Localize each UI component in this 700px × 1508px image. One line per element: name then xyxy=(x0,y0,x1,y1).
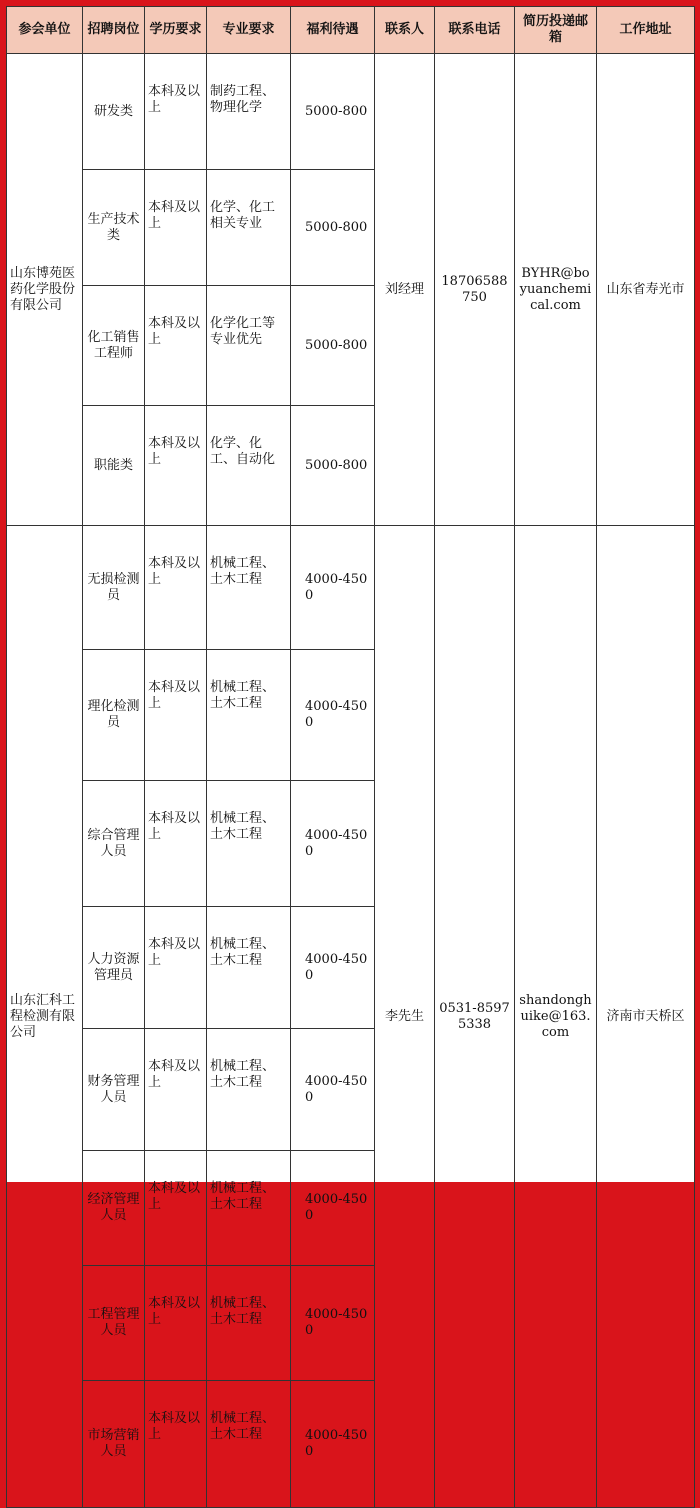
header-position: 招聘岗位 xyxy=(83,7,145,54)
major-requirement: 机械工程、土木工程 xyxy=(207,907,291,1029)
contact-phone: 0531-85975338 xyxy=(435,526,515,1508)
contact-person: 刘经理 xyxy=(375,54,435,526)
salary: 4000-4500 xyxy=(291,1029,375,1151)
education-requirement: 本科及以上 xyxy=(145,907,207,1029)
position-title: 研发类 xyxy=(83,54,145,170)
salary: 4000-4500 xyxy=(291,781,375,907)
salary: 4000-4500 xyxy=(291,650,375,781)
education-requirement: 本科及以上 xyxy=(145,170,207,286)
contact-person: 李先生 xyxy=(375,526,435,1508)
salary: 4000-4500 xyxy=(291,1266,375,1381)
position-title: 理化检测员 xyxy=(83,650,145,781)
recruitment-table xyxy=(6,6,695,1508)
major-requirement: 机械工程、土木工程 xyxy=(207,781,291,907)
work-address: 山东省寿光市 xyxy=(597,54,695,526)
company-name: 山东博苑医药化学股份有限公司 xyxy=(7,54,83,526)
salary: 5000-800 xyxy=(291,170,375,286)
salary: 4000-4500 xyxy=(291,526,375,650)
page-frame xyxy=(6,6,694,1459)
major-requirement: 化学化工等专业优先 xyxy=(207,286,291,406)
major-requirement: 机械工程、土木工程 xyxy=(207,1029,291,1151)
resume-email[interactable]: shandonghuike@163.com xyxy=(515,526,597,1508)
position-title: 综合管理人员 xyxy=(83,781,145,907)
education-requirement: 本科及以上 xyxy=(145,406,207,526)
education-requirement: 本科及以上 xyxy=(145,526,207,650)
contact-phone: 18706588750 xyxy=(435,54,515,526)
position-title: 人力资源管理员 xyxy=(83,907,145,1029)
major-requirement: 制药工程、物理化学 xyxy=(207,54,291,170)
table-row xyxy=(7,526,695,650)
header-contact: 联系人 xyxy=(375,7,435,54)
salary: 5000-800 xyxy=(291,54,375,170)
work-address: 济南市天桥区 xyxy=(597,526,695,1508)
header-address: 工作地址 xyxy=(597,7,695,54)
major-requirement: 化学、化工相关专业 xyxy=(207,170,291,286)
major-requirement: 机械工程、土木工程 xyxy=(207,650,291,781)
position-title: 工程管理人员 xyxy=(83,1266,145,1381)
education-requirement: 本科及以上 xyxy=(145,54,207,170)
position-title: 市场营销人员 xyxy=(83,1381,145,1508)
position-title: 经济管理人员 xyxy=(83,1151,145,1266)
position-title: 生产技术类 xyxy=(83,170,145,286)
education-requirement: 本科及以上 xyxy=(145,1266,207,1381)
header-phone: 联系电话 xyxy=(435,7,515,54)
header-company: 参会单位 xyxy=(7,7,83,54)
salary: 5000-800 xyxy=(291,286,375,406)
header-major: 专业要求 xyxy=(207,7,291,54)
salary: 4000-4500 xyxy=(291,1151,375,1266)
salary: 5000-800 xyxy=(291,406,375,526)
major-requirement: 机械工程、土木工程 xyxy=(207,1151,291,1266)
education-requirement: 本科及以上 xyxy=(145,781,207,907)
salary: 4000-4500 xyxy=(291,907,375,1029)
salary: 4000-4500 xyxy=(291,1381,375,1508)
header-education: 学历要求 xyxy=(145,7,207,54)
company-name: 山东汇科工程检测有限公司 xyxy=(7,526,83,1508)
major-requirement: 机械工程、土木工程 xyxy=(207,526,291,650)
major-requirement: 化学、化工、自动化 xyxy=(207,406,291,526)
education-requirement: 本科及以上 xyxy=(145,1381,207,1508)
major-requirement: 机械工程、土木工程 xyxy=(207,1266,291,1381)
header-salary: 福利待遇 xyxy=(291,7,375,54)
education-requirement: 本科及以上 xyxy=(145,650,207,781)
position-title: 化工销售工程师 xyxy=(83,286,145,406)
education-requirement: 本科及以上 xyxy=(145,286,207,406)
resume-email[interactable]: BYHR@boyuanchemical.com xyxy=(515,54,597,526)
position-title: 财务管理人员 xyxy=(83,1029,145,1151)
education-requirement: 本科及以上 xyxy=(145,1029,207,1151)
position-title: 无损检测员 xyxy=(83,526,145,650)
header-row xyxy=(7,7,695,54)
major-requirement: 机械工程、土木工程 xyxy=(207,1381,291,1508)
education-requirement: 本科及以上 xyxy=(145,1151,207,1266)
position-title: 职能类 xyxy=(83,406,145,526)
table-row xyxy=(7,54,695,170)
header-email: 简历投递邮箱 xyxy=(515,7,597,54)
